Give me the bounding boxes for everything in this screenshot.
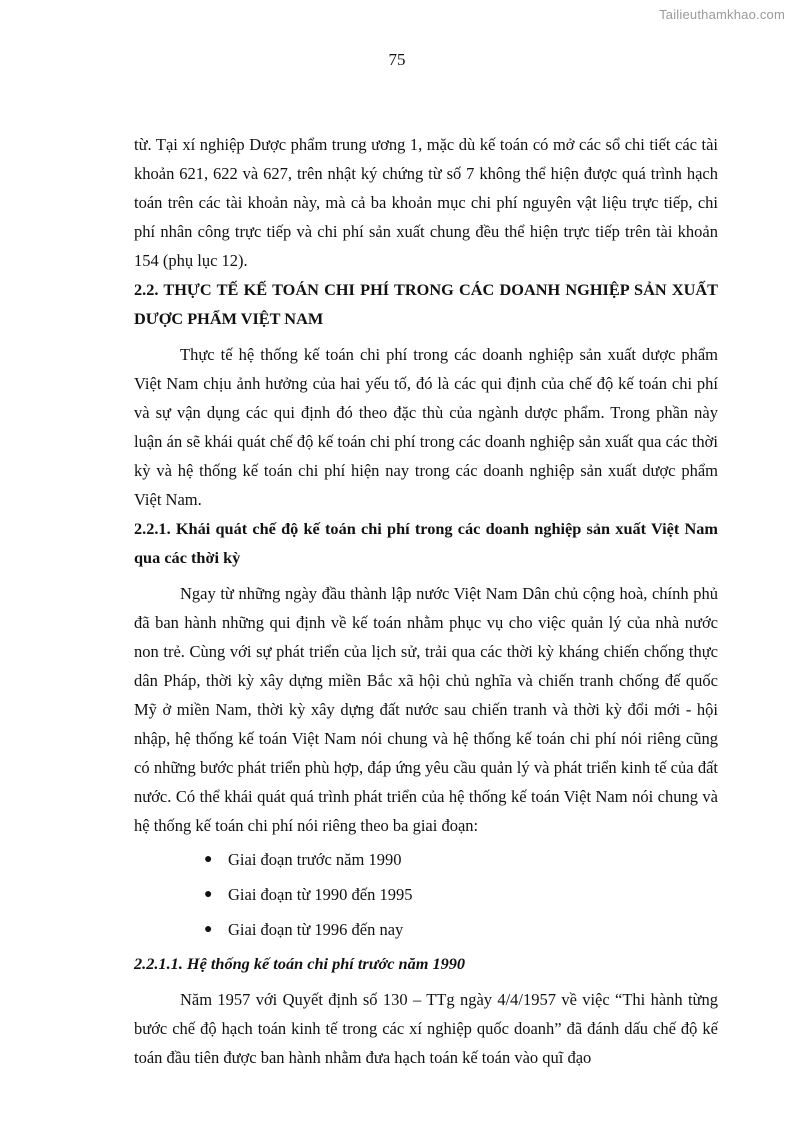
page-number: 75 xyxy=(388,50,406,69)
list-item xyxy=(134,877,718,912)
bullet-icon: ● xyxy=(204,922,213,937)
section-heading-2-2: 2.2. THỰC TẾ KẾ TOÁN CHI PHÍ TRONG CÁC DOANH NGHIỆP SẢN XUẤT DƯỢC PHẨM VIỆT NAM xyxy=(134,280,718,328)
list-item-text: Giai đoạn trước năm 1990 xyxy=(228,850,402,869)
section-2-2-1-1-paragraph: Năm 1957 với Quyết định số 130 – TTg ngày 4/4/1957 về việc “Thi hành từng bước chế độ hạch toán kinh tế trong các xí nghiệp quốc doanh” đã đánh dấu chế độ kế toán đầu tiên được ban hành nhằm đưa hạch toán kế toán vào quĩ đạo xyxy=(134,990,718,1067)
watermark-text: Tailieuthamkhao.com xyxy=(659,7,785,22)
stages-list-wrapper xyxy=(134,842,718,947)
section-2-2-paragraph: Thực tế hệ thống kế toán chi phí trong các doanh nghiệp sản xuất dược phẩm Việt Nam chịu ảnh hưởng của hai yếu tố, đó là các qui định của chế độ kế toán chi phí và sự vận dụng các qui định đó theo đặc thù của ngành dược phẩm. Trong phần này luận án sẽ khái quát chế độ kế toán chi phí trong các doanh nghiệp sản xuất qua các thời kỳ và hệ thống kế toán chi phí hiện nay trong các doanh nghiệp sản xuất dược phẩm Việt Nam. xyxy=(134,345,718,509)
section-heading-2-2-1-1: 2.2.1.1. Hệ thống kế toán chi phí trước năm 1990 xyxy=(134,954,466,973)
bullet-icon: ● xyxy=(204,852,213,867)
stages-list xyxy=(134,842,718,947)
section-2-2-1-paragraph: Ngay từ những ngày đầu thành lập nước Việt Nam Dân chủ cộng hoà, chính phủ đã ban hành những qui định về kế toán nhằm phục vụ cho việc quản lý của nhà nước non trẻ. Cùng với sự phát triển của lịch sử, trải qua các thời kỳ kháng chiến chống thực dân Pháp, thời kỳ xây dựng miền Bắc xã hội chủ nghĩa và chiến tranh chống đế quốc Mỹ ở miền Nam, thời kỳ xây dựng đất nước sau chiến tranh và thời kỳ đổi mới - hội nhập, hệ thống kế toán Việt Nam nói chung và hệ thống kế toán chi phí nói riêng cũng có những bước phát triển phù hợp, đáp ứng yêu cầu quản lý và phát triển kinh tế của đất nước. Có thể khái quát quá trình phát triển của hệ thống kế toán Việt Nam nói chung và hệ thống kế toán chi phí nói riêng theo ba giai đoạn: xyxy=(134,584,718,835)
list-item-text: Giai đoạn từ 1990 đến 1995 xyxy=(228,885,413,904)
list-item-text: Giai đoạn từ 1996 đến nay xyxy=(228,920,404,939)
list-item xyxy=(134,842,718,877)
section-heading-2-2-1: 2.2.1. Khái quát chế độ kế toán chi phí trong các doanh nghiệp sản xuất Việt Nam qua các thời kỳ xyxy=(134,519,718,567)
list-item xyxy=(134,912,718,947)
intro-paragraph: từ. Tại xí nghiệp Dược phẩm trung ương 1, mặc dù kế toán có mở các sổ chi tiết các tài khoản 621, 622 và 627, trên nhật ký chứng từ số 7 không thể hiện được quá trình hạch toán trên các tài khoản này, mà cả ba khoản mục chi phí nguyên vật liệu trực tiếp, chi phí nhân công trực tiếp và chi phí sản xuất chung đều thể hiện trực tiếp trên tài khoản 154 (phụ lục 12). xyxy=(134,135,718,270)
bullet-icon: ● xyxy=(204,887,213,902)
document-body xyxy=(134,130,718,1072)
